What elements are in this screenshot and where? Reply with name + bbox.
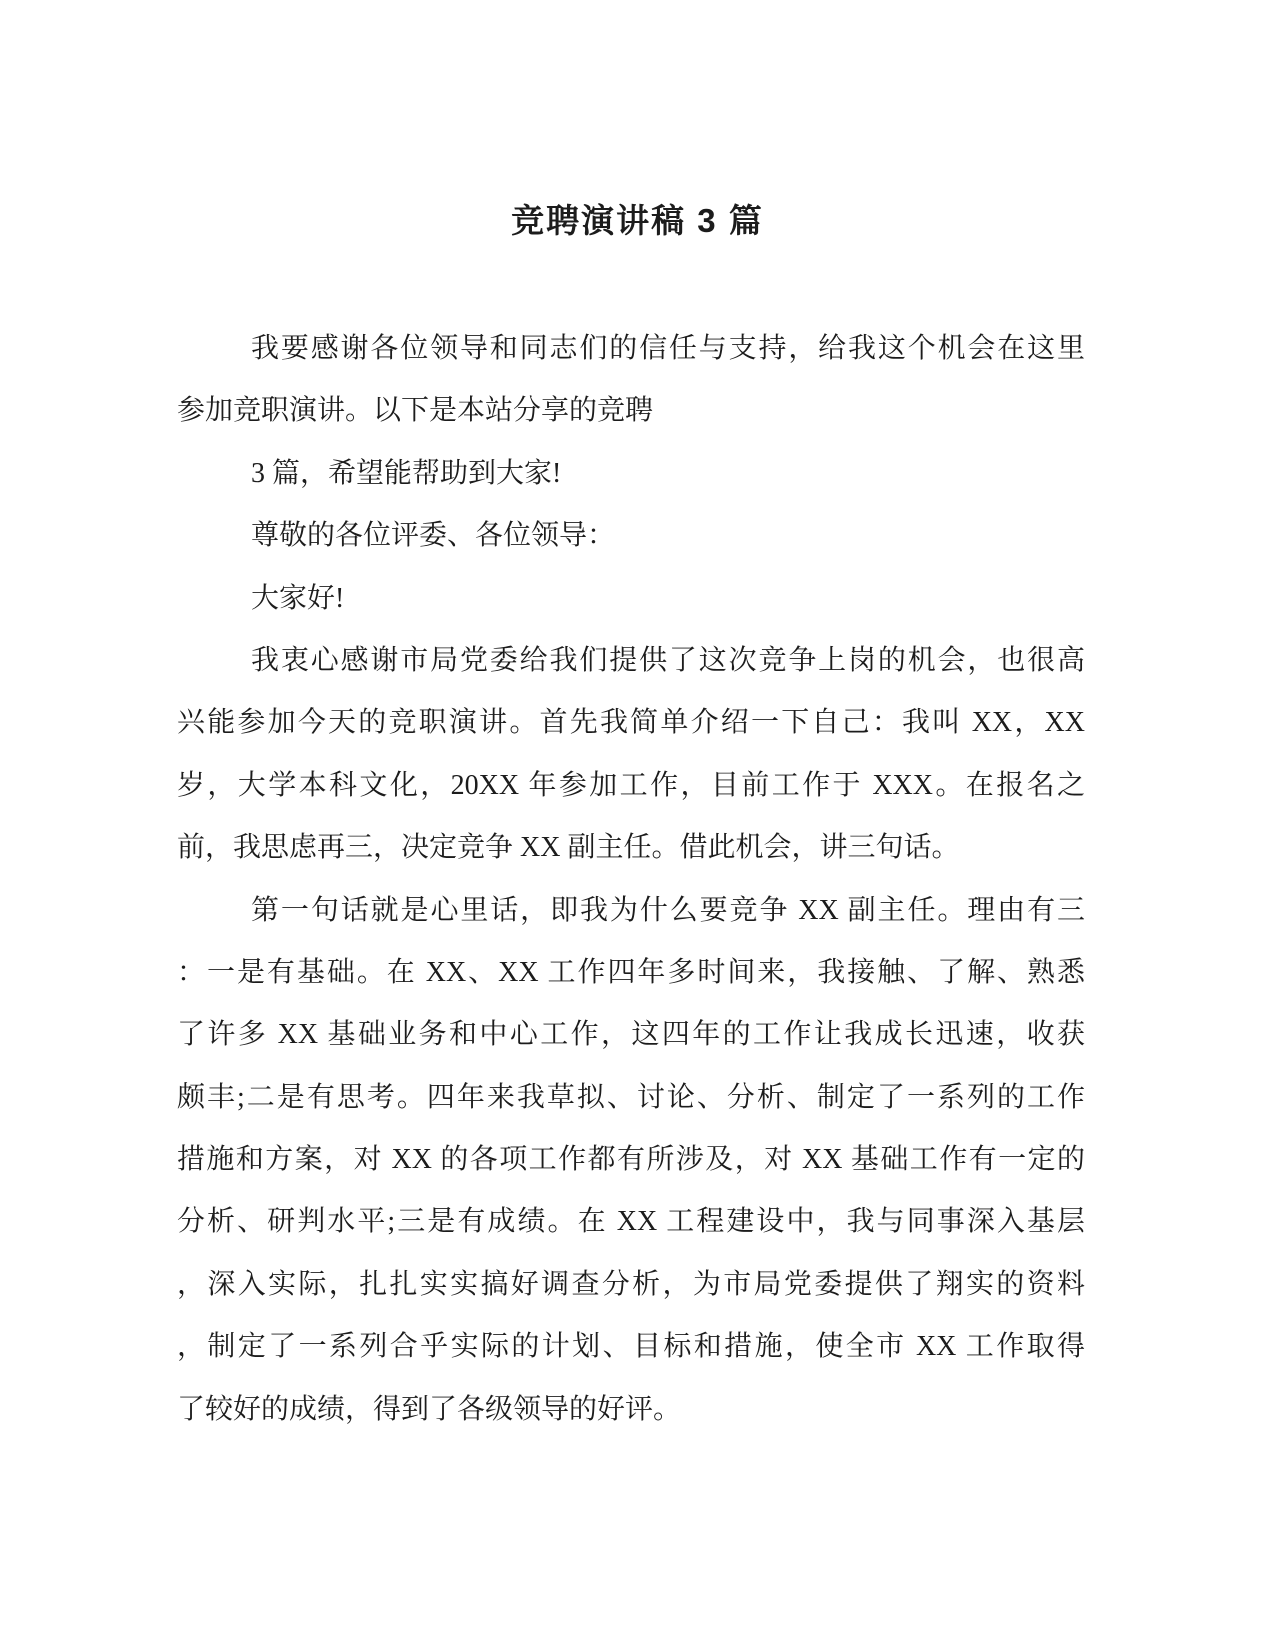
text-line: 颇丰;二是有思考。四年来我草拟、讨论、分析、制定了一系列的工作 (177, 1081, 1085, 1113)
text-line: 我衷心感谢市局党委给我们提供了这次竞争上岗的机会，也很高 (251, 644, 1085, 676)
document-body (177, 318, 1085, 1441)
paragraph (177, 318, 1085, 443)
text-line: 参加竞职演讲。以下是本站分享的竞聘 (177, 395, 654, 427)
text-line: 分析、研判水平;三是有成绩。在 XX 工程建设中，我与同事深入基层 (177, 1206, 1085, 1238)
paragraph (177, 443, 1085, 505)
text-line: 第一句话就是心里话，即我为什么要竞争 XX 副主任。理由有三 (251, 894, 1085, 926)
text-line: 尊敬的各位评委、各位领导： (251, 520, 616, 552)
text-line: 了较好的成绩，得到了各级领导的好评。 (177, 1393, 682, 1425)
text-line: 我要感谢各位领导和同志们的信任与支持，给我这个机会在这里 (251, 333, 1085, 364)
paragraph (177, 880, 1085, 1442)
document-title: 竞聘演讲稿 3 篇 (511, 202, 764, 239)
paragraph (177, 568, 1085, 630)
text-line: 岁，大学本科文化，20XX 年参加工作，目前工作于 XXX。在报名之 (177, 769, 1085, 801)
text-line: 3 篇，希望能帮助到大家! (251, 457, 562, 489)
text-line: ，深入实际，扎扎实实搞好调查分析，为市局党委提供了翔实的资料 (177, 1268, 1085, 1300)
paragraph (177, 505, 1085, 567)
text-line: 兴能参加今天的竞职演讲。首先我简单介绍一下自己：我叫 XX，XX (177, 707, 1085, 739)
text-line: ：一是有基础。在 XX、XX 工作四年多时间来，我接触、了解、熟悉 (177, 956, 1085, 988)
text-line: 措施和方案，对 XX 的各项工作都有所涉及，对 XX 基础工作有一定的 (177, 1144, 1085, 1176)
text-line: 了许多 XX 基础业务和中心工作，这四年的工作让我成长迅速，收获 (177, 1019, 1085, 1051)
paragraph (177, 630, 1085, 880)
text-line: 大家好! (251, 582, 345, 614)
text-line: ，制定了一系列合乎实际的计划、目标和措施，使全市 XX 工作取得 (177, 1331, 1085, 1363)
text-line: 前，我思虑再三，决定竞争 XX 副主任。借此机会，讲三句话。 (177, 832, 960, 864)
